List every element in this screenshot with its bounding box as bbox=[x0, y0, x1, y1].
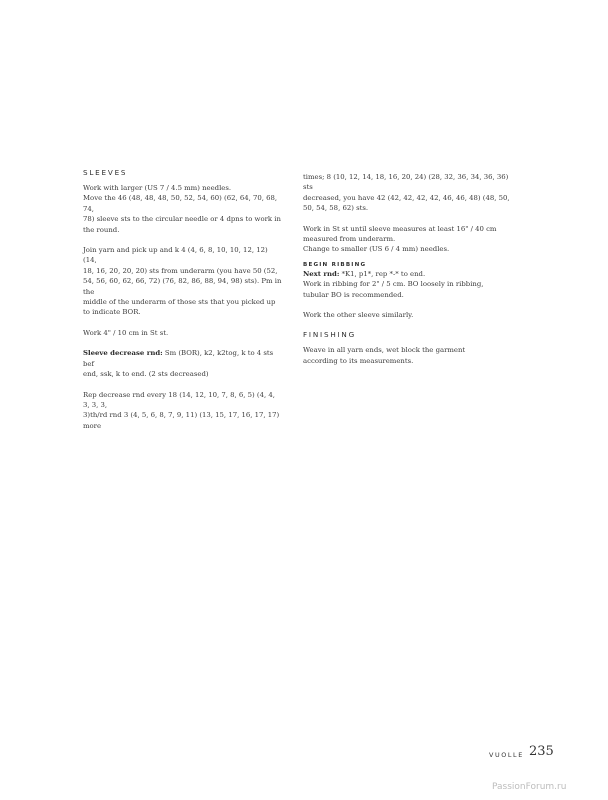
right-column bbox=[303, 172, 511, 366]
paragraph-join-5: to indicate BOR. bbox=[83, 308, 141, 317]
paragraph-decrease-1 bbox=[83, 348, 283, 369]
watermark: PassionForum.ru bbox=[492, 782, 567, 792]
paragraph-finishing-2: according to its measurements. bbox=[303, 356, 414, 365]
paragraph-ribbing-1 bbox=[303, 269, 511, 279]
paragraph-join-4: middle of the underarm of those sts that you picked up bbox=[83, 298, 276, 307]
left-column bbox=[83, 168, 283, 431]
paragraph-repeat-2: 3)th/rd rnd 3 (4, 5, 6, 8, 7, 9, 11) (13, 15, 17, 16, 17, 17) more bbox=[83, 411, 280, 430]
decrease-text: Sm (BOR), k2, k2tog, k to 4 sts bef bbox=[83, 349, 274, 368]
paragraph-work-st: Work 4" / 10 cm in St st. bbox=[83, 328, 169, 337]
paragraph-ribbing-2: Work in ribbing for 2" / 5 cm. BO loosely in ribbing, bbox=[303, 280, 484, 289]
decrease-label: Sleeve decrease rnd: bbox=[83, 349, 163, 358]
paragraph-needles-4: the round. bbox=[83, 225, 120, 234]
paragraph-join-3: 54, 56, 60, 62, 66, 72) (76, 82, 86, 88, 94, 98) sts). Pm in the bbox=[83, 277, 282, 296]
footer-brand: VUOLLE bbox=[489, 751, 524, 759]
paragraph-needles-1: Work with larger (US 7 / 4.5 mm) needles. bbox=[83, 184, 232, 192]
paragraph-times-1: times; 8 (10, 12, 14, 18, 16, 20, 24) (28, 32, 36, 34, 36, 36) sts bbox=[303, 173, 509, 192]
paragraph-stst-2: measured from underarm. bbox=[303, 235, 396, 244]
paragraph-other-sleeve: Work the other sleeve similarly. bbox=[303, 311, 414, 320]
paragraph-needles-3: 78) sleeve sts to the circular needle or 4 dpns to work in bbox=[83, 215, 281, 224]
paragraph-needles-2: Move the 46 (48, 48, 48, 50, 52, 54, 60) (62, 64, 70, 68, 74, bbox=[83, 194, 278, 213]
paragraph-ribbing-3: tubular BO is recommended. bbox=[303, 290, 404, 299]
paragraph-finishing-1: Weave in all yarn ends, wet block the garment bbox=[303, 346, 466, 355]
paragraph-join-1: Join yarn and pick up and k 4 (4, 6, 8, 10, 10, 12, 12) (14, bbox=[83, 246, 268, 265]
next-rnd-text: *K1, p1*, rep *-* to end. bbox=[339, 269, 426, 278]
next-rnd-label: Next rnd: bbox=[303, 269, 340, 278]
finishing-heading: FINISHING bbox=[303, 330, 356, 340]
paragraph-stst-3: Change to smaller (US 6 / 4 mm) needles. bbox=[303, 245, 450, 254]
paragraph-join-2: 18, 16, 20, 20, 20) sts from underarm (you have 50 (52, bbox=[83, 266, 278, 275]
paragraph-decrease-2: end, ssk, k to end. (2 sts decreased) bbox=[83, 370, 209, 379]
page-number: 235 bbox=[529, 744, 554, 759]
sleeves-heading: SLEEVES bbox=[83, 168, 128, 177]
paragraph-stst-1: Work in St st until sleeve measures at least 16" / 40 cm bbox=[303, 224, 497, 233]
paragraph-times-2: decreased, you have 42 (42, 42, 42, 42, 46, 46, 48) (48, 50, bbox=[303, 193, 510, 202]
begin-ribbing-heading: BEGIN RIBBING bbox=[303, 261, 367, 268]
paragraph-times-3: 50, 54, 58, 62) sts. bbox=[303, 204, 369, 213]
paragraph-repeat-1: Rep decrease rnd every 18 (14, 12, 10, 7, 8, 6, 5) (4, 4, 3, 3, 3, bbox=[83, 390, 275, 409]
